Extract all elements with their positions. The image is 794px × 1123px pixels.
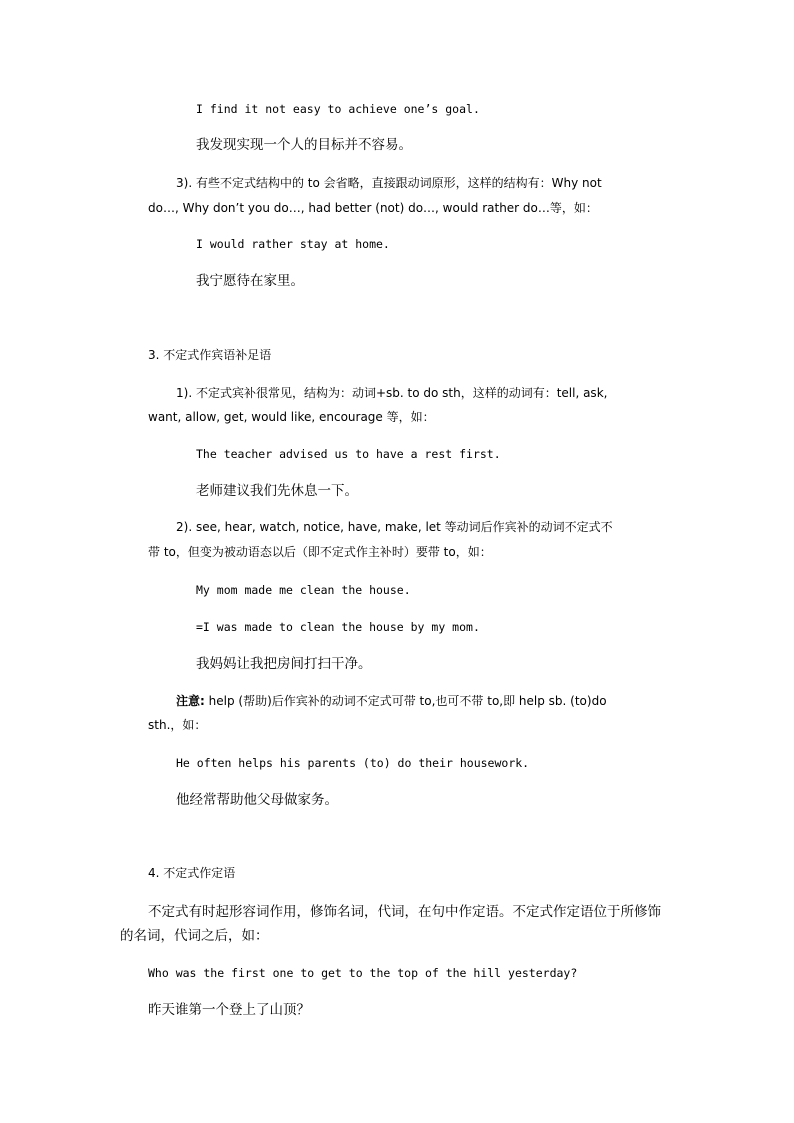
- note-label: 注意:: [176, 694, 205, 708]
- example-sentence-en: He often helps his parents (to) do their housework.: [176, 756, 530, 770]
- example-sentence-en: My mom made me clean the house.: [196, 583, 411, 597]
- example-sentence-zh: 我发现实现一个人的目标并不容易。: [196, 137, 412, 153]
- section-heading-4: 4. 不定式作定语: [148, 866, 236, 880]
- paragraph-line-2: 的名词，代词之后，如：: [120, 928, 269, 944]
- example-sentence-zh: 我妈妈让我把房间打扫干净。: [196, 656, 372, 672]
- example-sentence-en: The teacher advised us to have a rest first.: [196, 447, 501, 461]
- paragraph-line-1: 不定式有时起形容词作用，修饰名词，代词，在句中作定语。不定式作定语位于所修饰: [148, 904, 661, 920]
- example-sentence-en: I find it not easy to achieve one’s goal.: [196, 102, 480, 116]
- example-sentence-zh: 我宁愿待在家里。: [196, 273, 304, 289]
- rule-1-line-2: want, allow, get, would like, encourage 等，如：: [148, 410, 435, 424]
- rule-3-line-1: 3). 有些不定式结构中的 to 会省略，直接跟动词原形，这样的结构有：Why not: [176, 176, 602, 190]
- example-sentence-zh: 老师建议我们先休息一下。: [196, 483, 358, 499]
- rule-1-line-1: 1). 不定式宾补很常见，结构为：动词+sb. to do sth，这样的动词有：tell, ask,: [176, 386, 608, 400]
- example-sentence-en: Who was the first one to get to the top of the hill yesterday?: [148, 966, 578, 980]
- example-sentence-zh: 昨天谁第一个登上了山顶？: [148, 1002, 310, 1018]
- example-sentence-zh: 他经常帮助他父母做家务。: [176, 792, 338, 808]
- note-line-2: sth.，如：: [148, 718, 207, 732]
- example-sentence-en: I would rather stay at home.: [196, 237, 390, 251]
- section-heading-3: 3. 不定式作宾语补足语: [148, 348, 272, 362]
- note-line-1: [176, 694, 607, 708]
- note-text: help (帮助)后作宾补的动词不定式可带 to,也可不带 to,即 help sb. (to)do: [204, 694, 607, 708]
- rule-2-line-2: 带 to，但变为被动语态以后（即不定式作主补时）要带 to，如：: [148, 545, 492, 559]
- rule-3-line-2: do…, Why don’t you do…, had better (not) do…, would rather do…等，如：: [148, 201, 598, 215]
- example-sentence-en: =I was made to clean the house by my mom.: [196, 620, 480, 634]
- rule-2-line-1: 2). see, hear, watch, notice, have, make, let 等动词后作宾补的动词不定式不: [176, 520, 613, 534]
